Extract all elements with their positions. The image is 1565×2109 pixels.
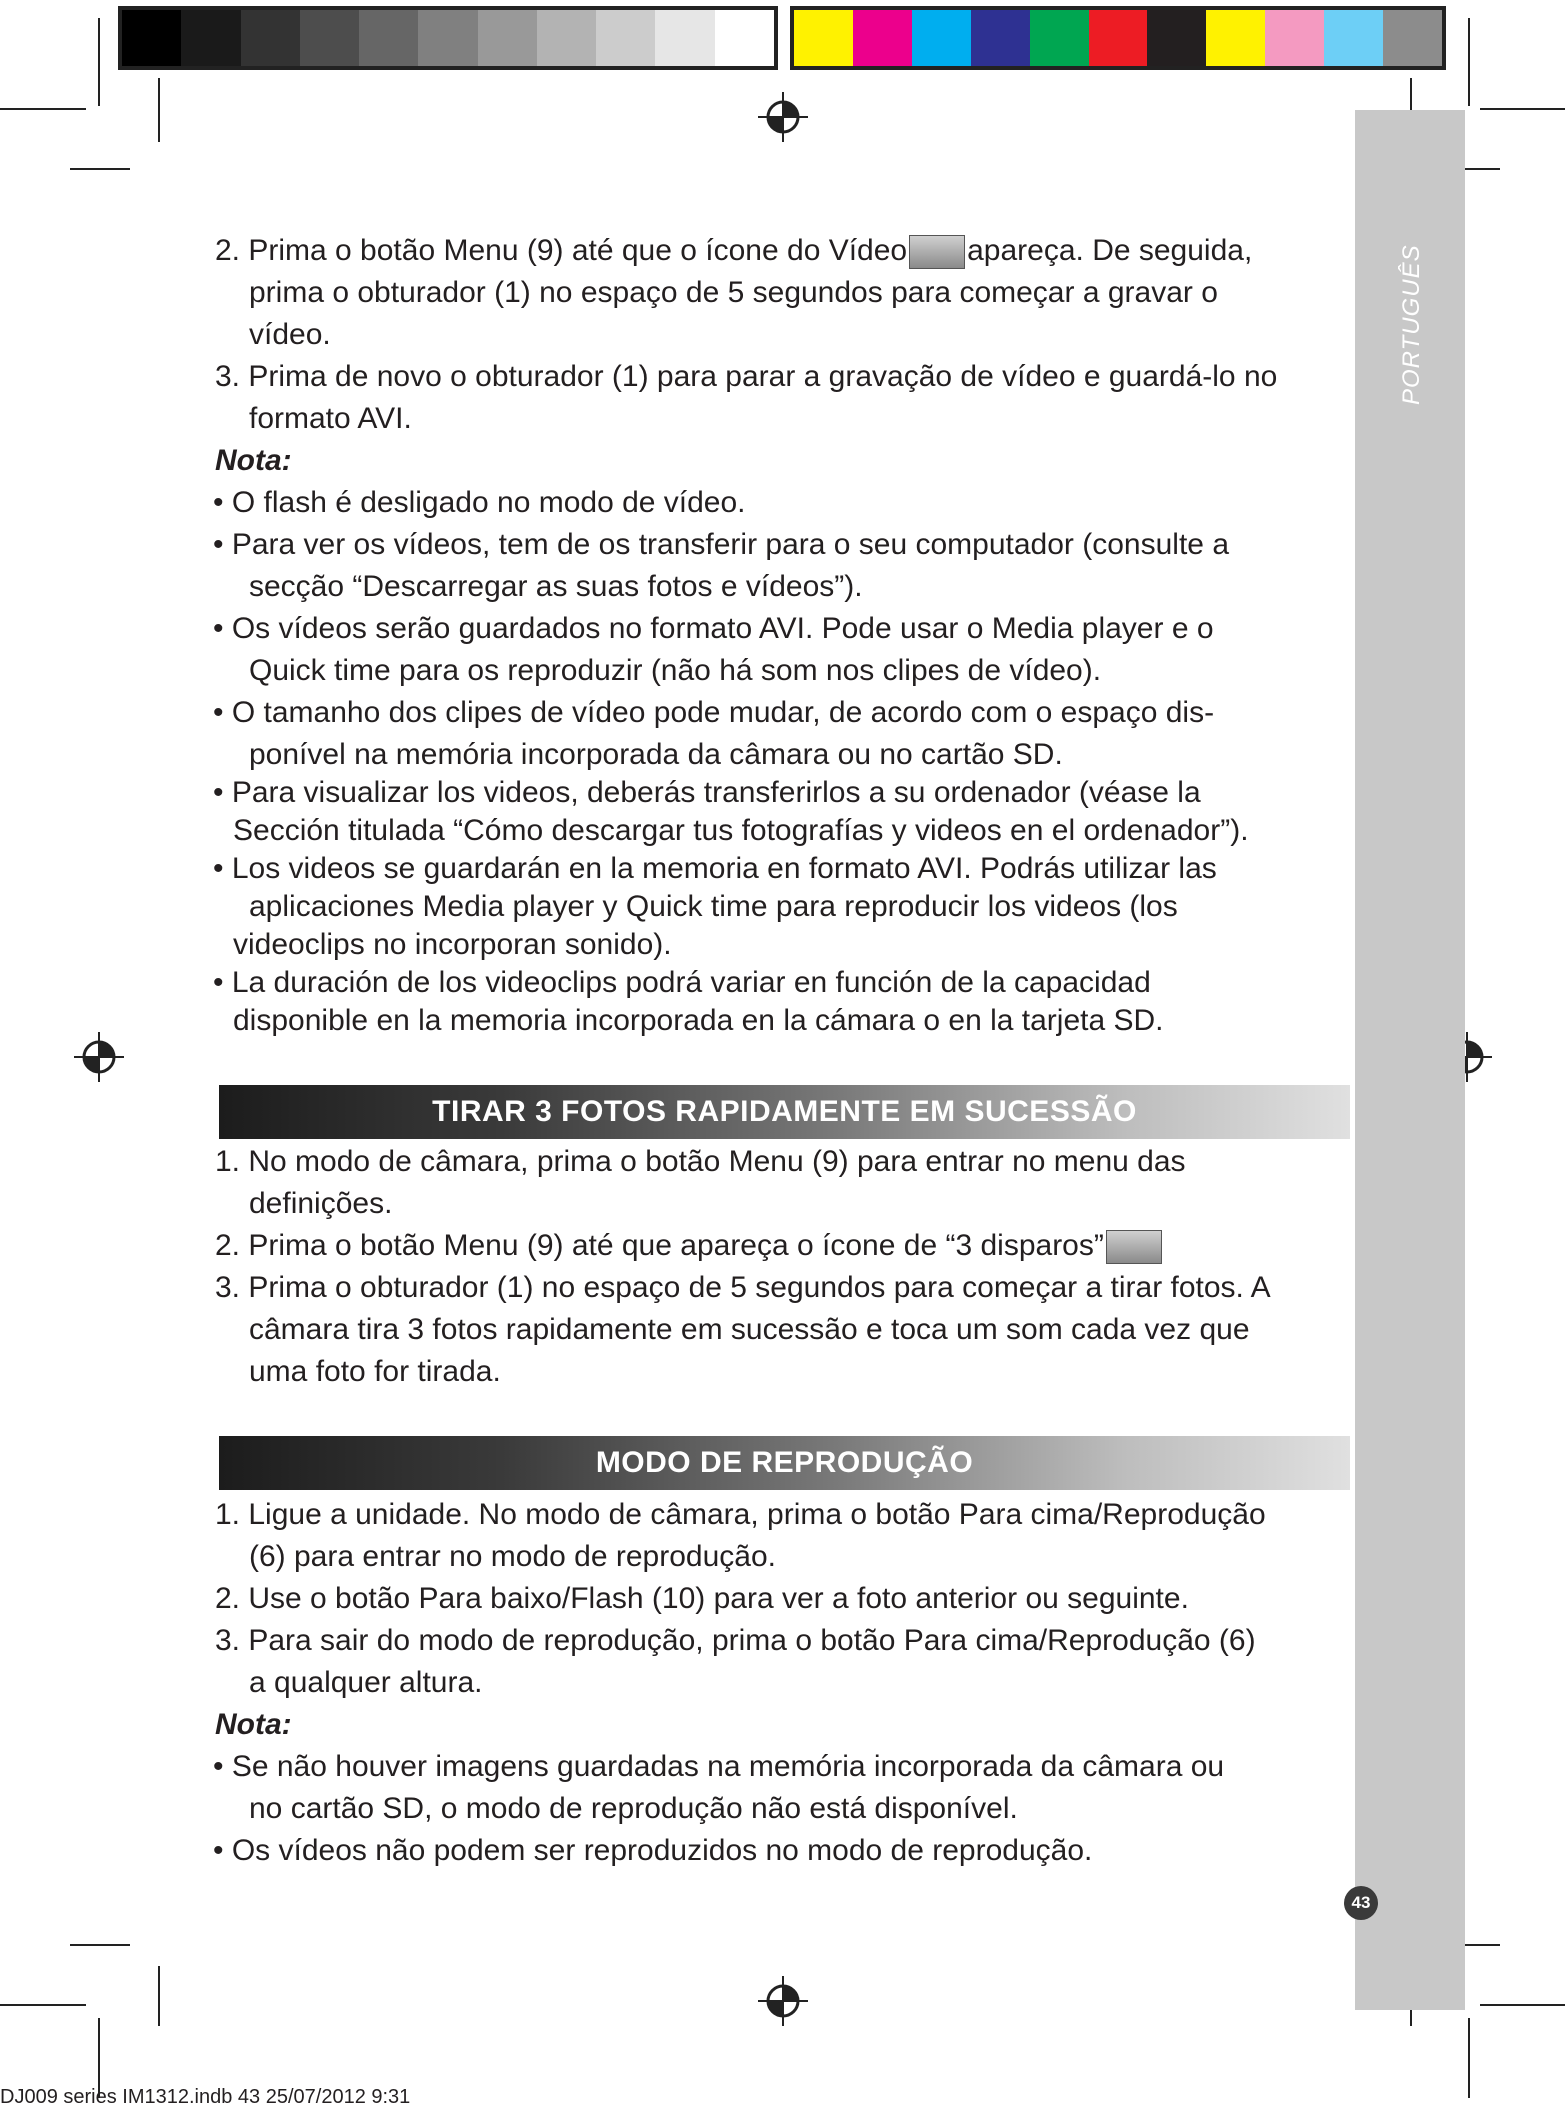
crop-mark xyxy=(0,2004,86,2006)
crop-mark xyxy=(158,78,160,142)
grayscale-swatch xyxy=(300,10,359,66)
note-item: • O tamanho dos clipes de vídeo pode mudar, de acordo com o espaço dis- xyxy=(213,696,1215,729)
registration-mark-icon xyxy=(756,90,810,144)
burst-mode-icon xyxy=(1106,1230,1162,1264)
color-swatch xyxy=(1030,10,1089,66)
section-heading-burst: TIRAR 3 FOTOS RAPIDAMENTE EM SUCESSÃO xyxy=(219,1085,1350,1139)
step-text: 2. Use o botão Para baixo/Flash (10) para ver a foto anterior ou seguinte. xyxy=(215,1582,1189,1615)
grayscale-swatch xyxy=(655,10,714,66)
step-text: 3. Prima de novo o obturador (1) para parar a gravação de vídeo e guardá-lo no xyxy=(215,360,1278,393)
step-text: 3. Para sair do modo de reprodução, prima o botão Para cima/Reprodução (6) xyxy=(215,1624,1256,1657)
step-text: prima o obturador (1) no espaço de 5 segundos para começar a gravar o xyxy=(249,276,1218,309)
step-text-part: 2. Prima o botão Menu (9) até que apareça o ícone de “3 disparos” xyxy=(215,1229,1104,1262)
step-text: formato AVI. xyxy=(249,402,412,435)
note-item: • O flash é desligado no modo de vídeo. xyxy=(213,486,746,519)
step-text: câmara tira 3 fotos rapidamente em sucessão e toca um som cada vez que xyxy=(249,1313,1250,1346)
registration-mark-icon xyxy=(72,1030,126,1084)
color-swatch xyxy=(1324,10,1383,66)
registration-mark-icon xyxy=(756,1974,810,2028)
note-item: • Para visualizar los videos, deberás transferirlos a su ordenador (véase la xyxy=(213,776,1201,809)
note-item: secção “Descarregar as suas fotos e vídeos”). xyxy=(249,570,863,603)
note-item: videoclips no incorporan sonido). xyxy=(233,928,672,961)
grayscale-swatch xyxy=(715,10,774,66)
grayscale-swatch xyxy=(478,10,537,66)
video-mode-icon xyxy=(909,235,965,269)
section-heading-playback: MODO DE REPRODUÇÃO xyxy=(219,1436,1350,1490)
note-item: • Se não houver imagens guardadas na memória incorporada da câmara ou xyxy=(213,1750,1225,1783)
step-text: uma foto for tirada. xyxy=(249,1355,501,1388)
color-swatch xyxy=(853,10,912,66)
crop-mark xyxy=(70,168,130,170)
grayscale-swatch xyxy=(241,10,300,66)
language-tab-label: PORTUGUÊS xyxy=(1398,244,1425,406)
step-text: definições. xyxy=(249,1187,393,1220)
crop-mark xyxy=(1468,2018,1470,2098)
step-text: (6) para entrar no modo de reprodução. xyxy=(249,1540,776,1573)
color-swatch xyxy=(794,10,853,66)
note-item: • Los videos se guardarán en la memoria en formato AVI. Podrás utilizar las xyxy=(213,852,1217,885)
crop-mark xyxy=(158,1966,160,2026)
color-swatch xyxy=(1147,10,1206,66)
note-item: ponível na memória incorporada da câmara ou no cartão SD. xyxy=(249,738,1063,771)
crop-mark xyxy=(1480,108,1565,110)
color-calibration-bar xyxy=(790,6,1446,70)
grayscale-swatch xyxy=(537,10,596,66)
page-number: 43 xyxy=(1344,1886,1378,1920)
step-text: a qualquer altura. xyxy=(249,1666,483,1699)
note-item: Sección titulada “Cómo descargar tus fotografías y videos en el ordenador”). xyxy=(233,814,1249,847)
color-swatch xyxy=(1206,10,1265,66)
note-item: • Os vídeos serão guardados no formato AVI. Pode usar o Media player e o xyxy=(213,612,1214,645)
crop-mark xyxy=(1480,2004,1565,2006)
color-swatch xyxy=(1089,10,1148,66)
step-text: 1. No modo de câmara, prima o botão Menu (9) para entrar no menu das xyxy=(215,1145,1186,1178)
step-text-part: 2. Prima o botão Menu (9) até que o ícone do Vídeo xyxy=(215,234,908,267)
note-item: • Para ver os vídeos, tem de os transferir para o seu computador (consulte a xyxy=(213,528,1230,561)
color-swatch xyxy=(1265,10,1324,66)
step-text xyxy=(215,230,1252,272)
grayscale-swatch xyxy=(359,10,418,66)
grayscale-swatch xyxy=(596,10,655,66)
grayscale-calibration-bar xyxy=(118,6,778,70)
color-swatch xyxy=(1383,10,1442,66)
crop-mark xyxy=(0,108,86,110)
print-slug: DJ009 series IM1312.indb 43 25/07/2012 9:31 xyxy=(0,2086,411,2108)
crop-mark xyxy=(1468,18,1470,106)
step-text: 3. Prima o obturador (1) no espaço de 5 segundos para começar a tirar fotos. A xyxy=(215,1271,1271,1304)
crop-mark xyxy=(70,1944,130,1946)
note-heading: Nota: xyxy=(215,1708,292,1741)
step-text xyxy=(215,1225,1164,1267)
note-item: aplicaciones Media player y Quick time para reproducir los videos (los xyxy=(249,890,1178,923)
color-swatch xyxy=(971,10,1030,66)
grayscale-swatch xyxy=(122,10,181,66)
step-text: 1. Ligue a unidade. No modo de câmara, prima o botão Para cima/Reprodução xyxy=(215,1498,1266,1531)
color-swatch xyxy=(912,10,971,66)
note-heading: Nota: xyxy=(215,444,292,477)
crop-mark xyxy=(98,18,100,106)
note-item: • La duración de los videoclips podrá variar en función de la capacidad xyxy=(213,966,1151,999)
note-item: no cartão SD, o modo de reprodução não está disponível. xyxy=(249,1792,1018,1825)
note-item: • Os vídeos não podem ser reproduzidos no modo de reprodução. xyxy=(213,1834,1093,1867)
step-text: vídeo. xyxy=(249,318,331,351)
note-item: Quick time para os reproduzir (não há som nos clipes de vídeo). xyxy=(249,654,1102,687)
step-text-part: apareça. De seguida, xyxy=(967,234,1253,267)
grayscale-swatch xyxy=(418,10,477,66)
grayscale-swatch xyxy=(181,10,240,66)
note-item: disponible en la memoria incorporada en la cámara o en la tarjeta SD. xyxy=(233,1004,1164,1037)
